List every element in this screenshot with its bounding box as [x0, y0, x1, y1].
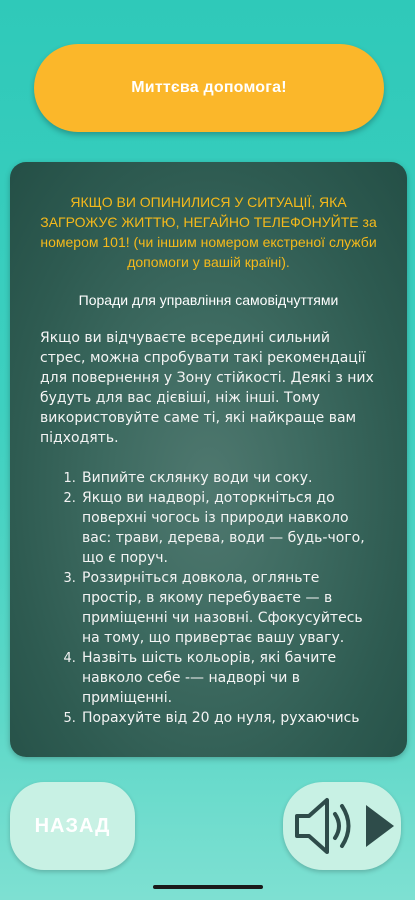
tips-intro: Якщо ви відчуваєте всередині сильний стрес, можна спробувати такі рекомендації для повернення у Зону стійкості. Деякі з них будуть для вас дієвіші, ніж інші. Тому використовуйте саме ті, які найкраще вам підходять.: [40, 330, 374, 446]
tips-list: [40, 468, 377, 728]
list-item: 5. Порахуйте від 20 до нуля, рухаючись: [80, 708, 377, 728]
speaker-icon: [291, 792, 357, 860]
play-icon: [363, 802, 397, 850]
instant-help-label: Миттєва допомога!: [131, 79, 287, 96]
list-item: 3. Роззирніться довкола, огляньте простір, в якому перебуваєте — в приміщенні чи назовні. Сфокусуйтесь на тому, що привертає вашу увагу.: [80, 568, 377, 648]
info-card-content: [10, 162, 407, 728]
back-button[interactable]: [10, 782, 135, 870]
home-indicator: [153, 885, 263, 889]
info-card[interactable]: [10, 162, 407, 757]
list-item: 4. Назвіть шість кольорів, які бачите навколо себе -— надворі чи в приміщенні.: [80, 648, 377, 708]
tips-title: Поради для управління самовідчуттями: [78, 292, 339, 308]
list-item: 2. Якщо ви надворі, доторкніться до поверхні чогось із природи навколо вас: трави, дерева, води — будь-чого, що є поруч.: [80, 488, 377, 568]
back-button-label: НАЗАД: [34, 814, 111, 837]
audio-play-button[interactable]: [283, 782, 401, 870]
emergency-warning: ЯКЩО ВИ ОПИНИЛИСЯ У СИТУАЦІЇ, ЯКА ЗАГРОЖУЄ ЖИТТЮ, НЕГАЙНО ТЕЛЕФОНУЙТЕ за номером 101! (чи іншим номером екстреної служби допомоги у вашій країні).: [40, 194, 377, 270]
instant-help-button[interactable]: [34, 44, 384, 132]
list-item: 1. Випийте склянку води чи соку.: [80, 468, 377, 488]
